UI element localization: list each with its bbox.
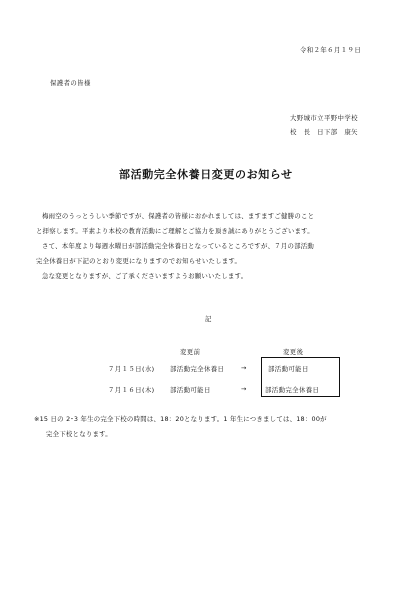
document-date: 令和２年６月１９日: [300, 46, 362, 54]
ki-heading: 記: [205, 315, 212, 323]
sender-school: 大野城市立平野中学校: [290, 114, 358, 122]
body-paragraph-line-3: さて、本年度より毎週水曜日が部活動完全休養日となっているところですが、７月の部活動: [42, 242, 315, 250]
row1-date: ７月１５日(水): [108, 365, 155, 373]
note-line-2: 完全下校となります。: [46, 430, 112, 438]
body-paragraph-line-1: 梅雨空のうっとうしい季節ですが、保護者の皆様におかれましては、ますますご健勝のこと: [42, 212, 315, 220]
header-before: 変更前: [180, 348, 201, 356]
body-paragraph-line-4: 完全休養日が下記のとおり変更になりますのでお知らせいたします。: [36, 257, 242, 265]
row2-arrow: →: [241, 385, 247, 393]
page-title: 部活動完全休養日変更のお知らせ: [119, 168, 293, 181]
body-paragraph-line-5: 急な変更となりますが、ご了承くださいますようお願いいたします。: [42, 272, 248, 280]
note-line-1: ※15 日の 2･3 年生の完全下校の時間は、18：20となります。1 年生につきましては、18：00が: [34, 415, 327, 423]
row1-arrow: →: [241, 364, 247, 372]
row1-after: 部活動可能日: [268, 365, 309, 373]
recipient-line: 保護者の皆様: [50, 79, 91, 87]
sender-principal: 校 長 日下部 康矢: [290, 128, 358, 136]
row2-before: 部活動可能日: [170, 386, 211, 394]
body-paragraph-line-2: と拝察します。平素より本校の教育活動にご理解とご協力を頂き誠にありがとうございます。: [36, 227, 314, 235]
row1-before: 部活動完全休養日: [170, 365, 225, 373]
row2-date: ７月１６日(木): [108, 386, 155, 394]
header-after: 変更後: [283, 348, 304, 356]
row2-after: 部活動完全休養日: [265, 386, 320, 394]
